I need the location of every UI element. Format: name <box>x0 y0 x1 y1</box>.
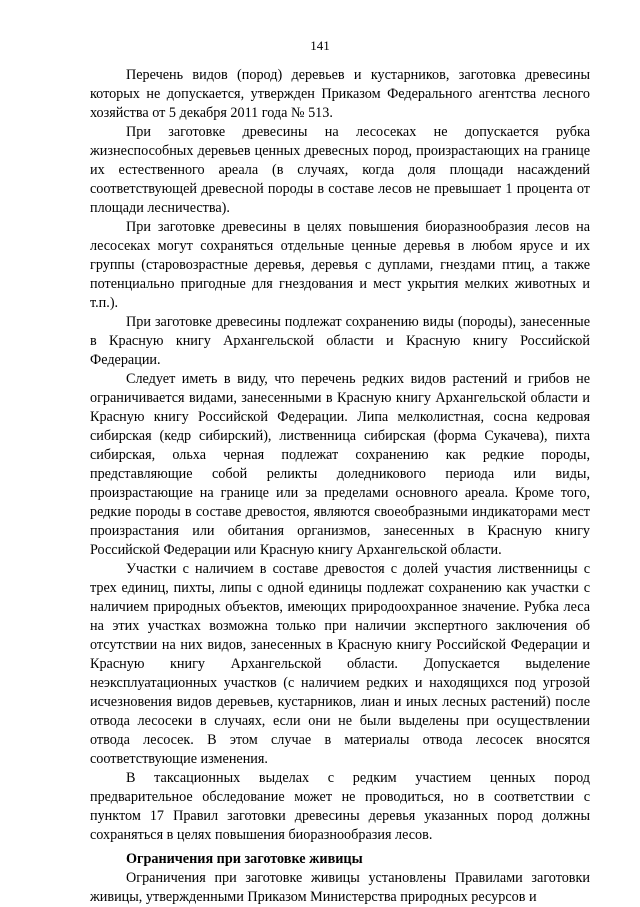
paragraph-3: При заготовке древесины в целях повышения биоразнообразия лесов на лесосеках могут сохраняться отдельные ценные деревья в любом ярусе и их группы (старовозрастные деревья, деревья с дуплами, гнездами птиц, а также потенциально пригодные для гнездования и мест укрытия мелких животных и т.п.). <box>90 219 590 311</box>
paragraph-7: В таксационных выделах с редким участием ценных пород предварительное обследование может не проводиться, но в соответствии с пунктом 17 Правил заготовки древесины деревья указанных пород должны сохраняться в целях повышения биоразнообразия лесов. <box>90 770 590 843</box>
paragraph-6: Участки с наличием в составе древостоя с долей участия лиственницы с трех единиц, пихты, липы с одной единицы подлежат сохранению как участки с наличием природных объектов, имеющих природоохранное значение. Рубка леса на этих участках возможна только при наличии экспертного заключения об отсутствии на них видов, занесенных в Красную книгу Российской Федерации и Красную книгу Архангельской области. Допускается выделение неэксплуатационных участков (с наличием редких и находящихся под угрозой исчезновения видов деревьев, кустарников, лиан и иных лесных растений) после отвода лесосеки в случаях, если они не были выделены при осуществлении отвода лесосек. В этом случае в материалы отвода лесосек вносятся соответствующие изменения. <box>90 561 590 767</box>
page-number: 141 <box>310 38 330 53</box>
paragraph-4: При заготовке древесины подлежат сохранению виды (породы), занесенные в Красную книгу Архангельской области и Красную книгу Российской Федерации. <box>90 314 590 368</box>
paragraph-1: Перечень видов (пород) деревьев и кустарников, заготовка древесины которых не допускается, утвержден Приказом Федерального агентства лесного хозяйства от 5 декабря 2011 года № 513. <box>90 67 590 121</box>
paragraph-5: Следует иметь в виду, что перечень редких видов растений и грибов не ограничивается видами, занесенными в Красную книгу Архангельской области и Красную книгу Российской Федерации. Липа мелколистная, сосна кедровая сибирская (кедр сибирский), лиственница сибирская (форма Сукачева), пихта сибирская, ольха черная подлежат сохранению как редкие породы, представляющие собой реликты доледникового периода или виды, произрастающие на границе или за пределами основного ареала. Кроме того, редкие породы в составе древостоя, являются своеобразными индикаторами мест произрастания или обитания организмов, занесенных в Красную книгу Российской Федерации или Красную книгу Архангельской области. <box>90 371 590 558</box>
page-body <box>90 66 590 907</box>
paragraph-2: При заготовке древесины на лесосеках не допускается рубка жизнеспособных деревьев ценных древесных пород, произрастающих на границе их естественного ареала (в случаях, когда доля площади насаждений соответствующей древесной породы в составе лесов не превышает 1 процента от площади лесничества). <box>90 124 590 216</box>
section-heading: Ограничения при заготовке живицы <box>126 851 363 867</box>
paragraph-8: Ограничения при заготовке живицы установлены Правилами заготовки живицы, утвержденными Приказом Министерства природных ресурсов и <box>90 870 590 905</box>
